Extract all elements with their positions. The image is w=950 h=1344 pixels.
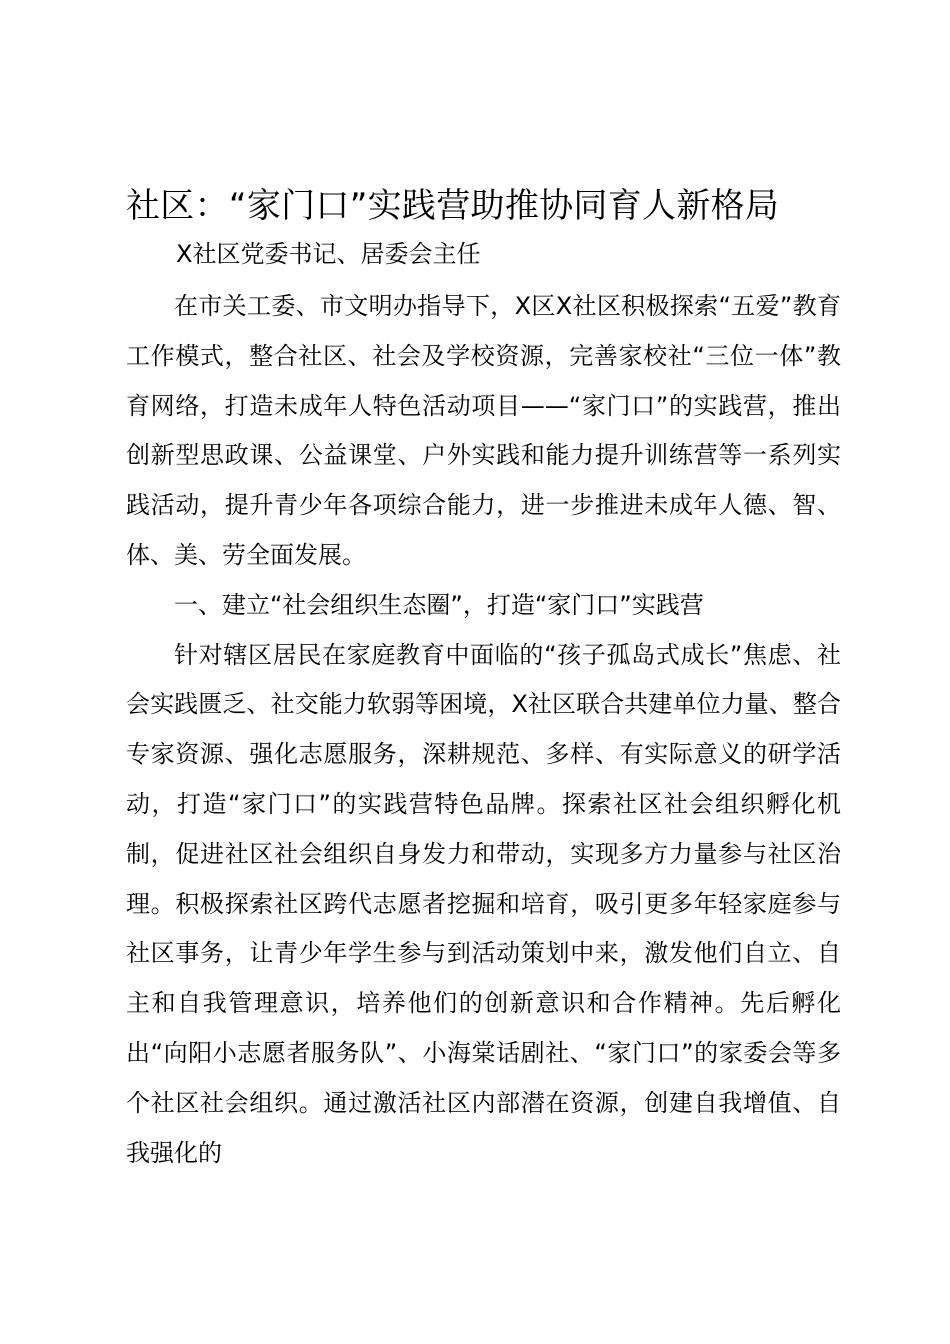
section-1-paragraph: 针对辖区居民在家庭教育中面临的“孩子孤岛式成长”焦虑、社会实践匮乏、社交能力软弱等困境，X社区联合共建单位力量、整合专家资源、强化志愿服务，深耕规范、多样、有实际意义的研学活动，打造“家门口”的实践营特色品牌。探索社区社会组织孵化机制，促进社区社会组织自身发力和带动，实现多方力量参与社区治理。积极探索社区跨代志愿者挖掘和培育，吸引更多年轻家庭参与社区事务，让青少年学生参与到活动策划中来，激发他们自立、自主和自我管理意识，培养他们的创新意识和合作精神。先后孵化出“向阳小志愿者服务队”、小海棠话剧社、“家门口”的家委会等多个社区社会组织。通过激活社区内部潜在资源，创建自我增值、自我强化的	[126, 640, 841, 1167]
document-title: 社区：“家门口”实践营助推协同育人新格局	[126, 186, 780, 226]
intro-paragraph: 在市关工委、市文明办指导下，X区X社区积极探索“五爱”教育工作模式，整合社区、社会及学校资源，完善家校社“三位一体”教育网络，打造未成年人特色活动项目——“家门口”的实践营，推出创新型思政课、公益课堂、户外实践和能力提升训练营等一系列实践活动，提升青少年各项综合能力，进一步推进未成年人德、智、体、美、劳全面发展。	[126, 292, 841, 569]
section-heading-1: 一、建立“社会组织生态圈”，打造“家门口”实践营	[174, 590, 704, 619]
author-line: X社区党委书记、居委会主任	[176, 240, 481, 268]
document-body	[126, 282, 841, 1178]
